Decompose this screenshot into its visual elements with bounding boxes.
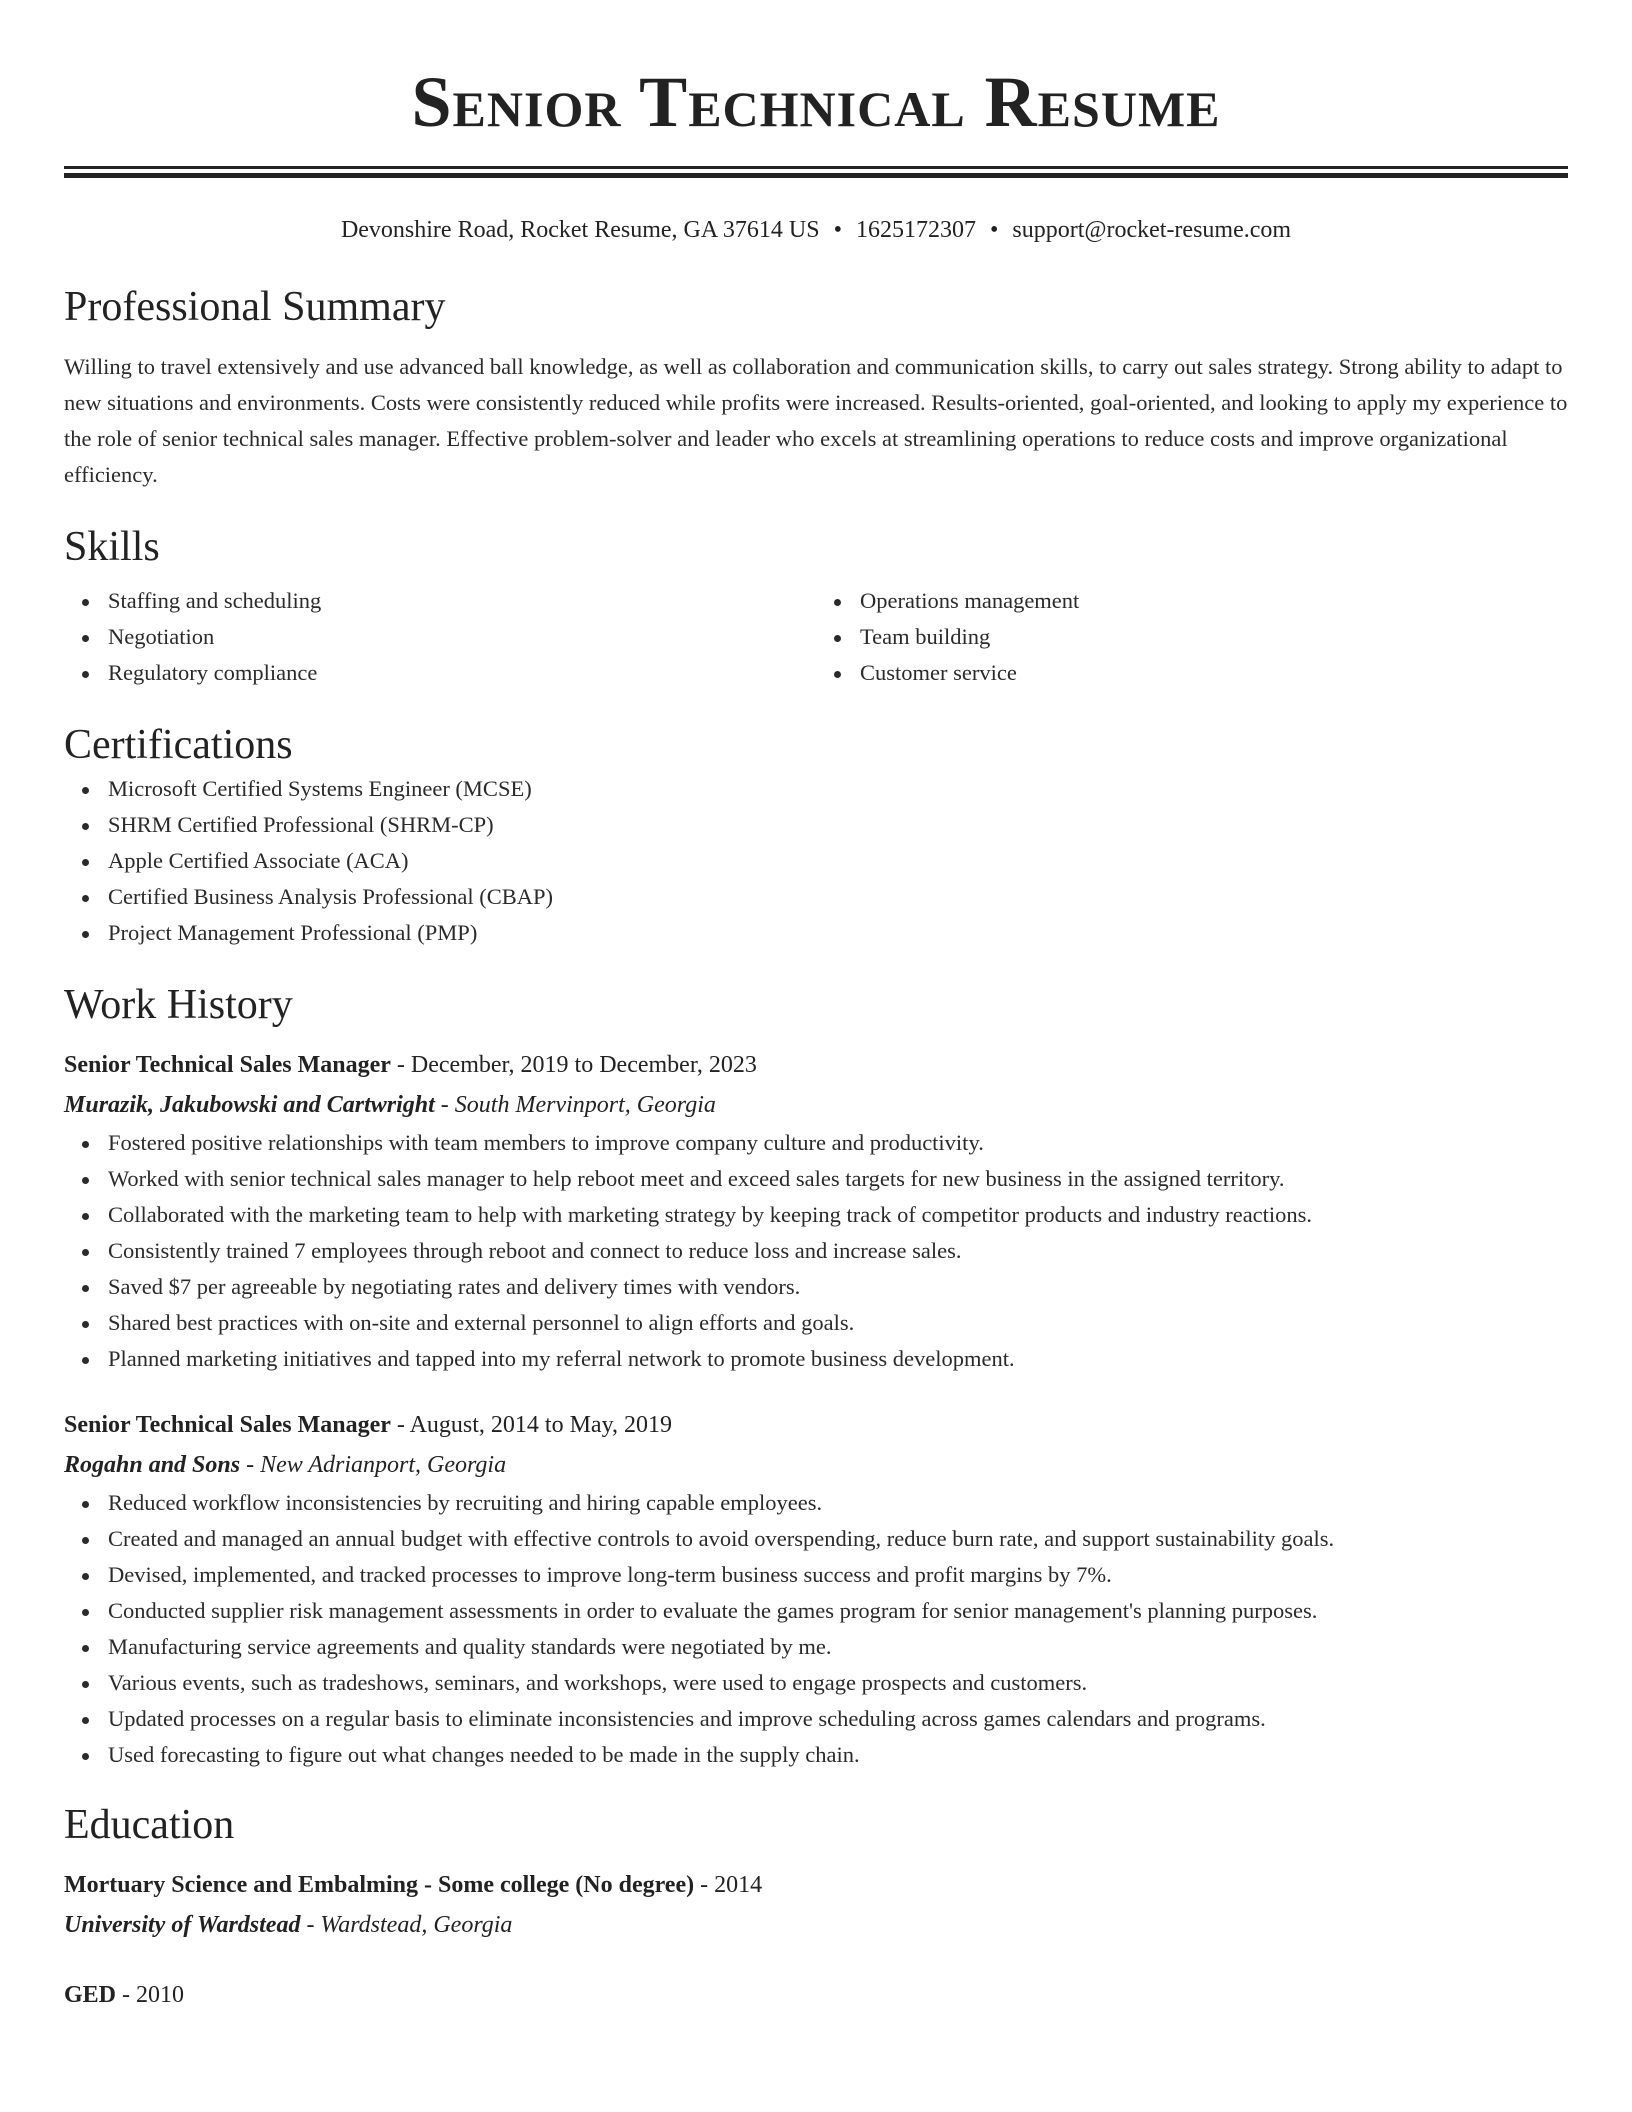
job-duty-item: Created and managed an annual budget with effective controls to avoid overspending, reduce burn rate, and support sustainability goals.	[108, 1521, 1568, 1557]
contact-separator: •	[989, 217, 999, 243]
school-line	[64, 1905, 1568, 1945]
degree-line	[64, 1865, 1568, 1905]
skills-column-left	[64, 583, 816, 691]
degree-line	[64, 1975, 1568, 2015]
skill-item: Team building	[860, 619, 1568, 655]
job-dates: - August, 2014 to May, 2019	[390, 1412, 673, 1438]
education-heading: Education	[64, 1802, 235, 1848]
summary-heading: Professional Summary	[64, 284, 446, 330]
certifications-list	[64, 771, 1568, 951]
company-name: Rogahn and Sons	[64, 1452, 241, 1478]
job-duty-item: Planned marketing initiatives and tapped into my referral network to promote business development.	[108, 1341, 1568, 1377]
company-line	[64, 1085, 1568, 1125]
summary-text: Willing to travel extensively and use advanced ball knowledge, as well as collaboration and communication skills, to carry out sales strategy. Strong ability to adapt to new situations and environments. Costs were consistently reduced while profits were increased. Results-oriented, goal-oriented, and looking to apply my experience to the role of senior technical sales manager. Effective problem-solver and leader who excels at streamlining operations to reduce costs and improve organizational efficiency.	[64, 354, 1568, 487]
job-duty-item: Saved $7 per agreeable by negotiating rates and delivery times with vendors.	[108, 1269, 1568, 1305]
skill-item: Customer service	[860, 655, 1568, 691]
job-duty-item: Devised, implemented, and tracked processes to improve long-term business success and profit margins by 7%.	[108, 1557, 1568, 1593]
job-duty-item: Used forecasting to figure out what changes needed to be made in the supply chain.	[108, 1737, 1568, 1773]
school-name: University of Wardstead	[64, 1912, 301, 1938]
company-location: - South Mervinport, Georgia	[434, 1092, 716, 1118]
degree-name: GED	[64, 1982, 117, 2008]
job-duty-item: Reduced workflow inconsistencies by recruiting and hiring capable employees.	[108, 1485, 1568, 1521]
skills-heading: Skills	[64, 524, 160, 570]
job-duties-list	[64, 1125, 1568, 1377]
degree-year: - 2014	[694, 1872, 763, 1898]
job-duty-item: Updated processes on a regular basis to eliminate inconsistencies and improve scheduling across games calendars and programs.	[108, 1701, 1568, 1737]
certification-item: SHRM Certified Professional (SHRM-CP)	[108, 807, 1568, 843]
degree-year: - 2010	[116, 1982, 185, 2008]
certification-item: Microsoft Certified Systems Engineer (MCSE)	[108, 771, 1568, 807]
education-entry	[64, 1865, 1568, 1945]
job-duty-item: Consistently trained 7 employees through reboot and connect to reduce loss and increase sales.	[108, 1233, 1568, 1269]
job-duty-item: Worked with senior technical sales manager to help reboot meet and exceed sales targets for new business in the assigned territory.	[108, 1161, 1568, 1197]
degree-name: Mortuary Science and Embalming - Some college (No degree)	[64, 1872, 695, 1898]
contact-phone: 1625172307	[855, 217, 976, 243]
work-history-heading: Work History	[64, 982, 293, 1028]
certifications-heading: Certifications	[64, 722, 293, 768]
skills-list	[64, 583, 1568, 691]
job-title: Senior Technical Sales Manager	[64, 1052, 391, 1078]
resume-title: Senior Technical Resume	[411, 62, 1221, 142]
job-duty-item: Various events, such as tradeshows, seminars, and workshops, were used to engage prospects and customers.	[108, 1665, 1568, 1701]
job-dates: - December, 2019 to December, 2023	[390, 1052, 757, 1078]
job-title-line	[64, 1405, 1568, 1445]
skill-item: Staffing and scheduling	[108, 583, 816, 619]
job-entry	[64, 1405, 1568, 1773]
job-duty-item: Collaborated with the marketing team to help with marketing strategy by keeping track of competitor products and industry reactions.	[108, 1197, 1568, 1233]
certification-item: Project Management Professional (PMP)	[108, 915, 1568, 951]
job-duty-item: Fostered positive relationships with team members to improve company culture and productivity.	[108, 1125, 1568, 1161]
contact-separator: •	[833, 217, 842, 243]
skill-item: Regulatory compliance	[108, 655, 816, 691]
contact-email: support@rocket-resume.com	[1012, 217, 1292, 243]
job-entry	[64, 1045, 1568, 1377]
company-name: Murazik, Jakubowski and Cartwright	[64, 1092, 435, 1118]
company-location: - New Adrianport, Georgia	[240, 1452, 507, 1478]
company-line	[64, 1445, 1568, 1485]
job-title-line	[64, 1045, 1568, 1085]
contact-address: Devonshire Road, Rocket Resume, GA 37614 US	[340, 217, 820, 243]
education-entry	[64, 1975, 1568, 2015]
job-title: Senior Technical Sales Manager	[64, 1412, 391, 1438]
school-location: - Wardstead, Georgia	[300, 1912, 513, 1938]
skills-column-right	[816, 583, 1568, 691]
certification-item: Apple Certified Associate (ACA)	[108, 843, 1568, 879]
job-duty-item: Shared best practices with on-site and external personnel to align efforts and goals.	[108, 1305, 1568, 1341]
job-duty-item: Manufacturing service agreements and quality standards were negotiated by me.	[108, 1629, 1568, 1665]
certification-item: Certified Business Analysis Professional (CBAP)	[108, 879, 1568, 915]
job-duty-item: Conducted supplier risk management assessments in order to evaluate the games program for senior management's planning purposes.	[108, 1593, 1568, 1629]
job-duties-list	[64, 1485, 1568, 1773]
skill-item: Operations management	[860, 583, 1568, 619]
title-divider	[64, 166, 1568, 178]
skill-item: Negotiation	[108, 619, 816, 655]
contact-line	[64, 215, 1568, 245]
